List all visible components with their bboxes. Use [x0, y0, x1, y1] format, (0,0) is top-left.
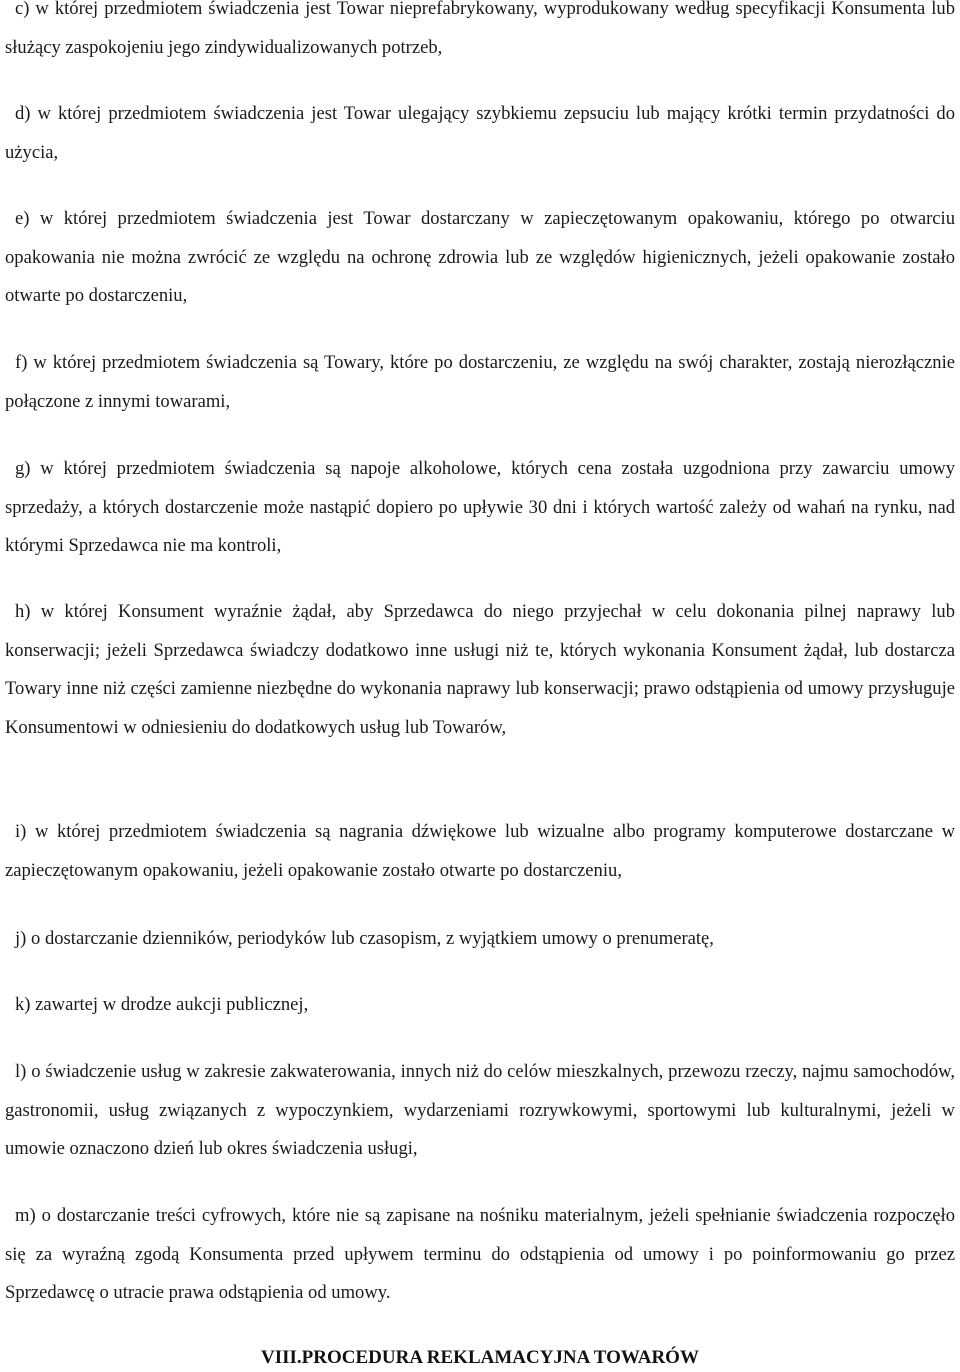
list-item-c [5, 0, 955, 67]
list-item-e [5, 200, 955, 316]
list-item-text: m) o dostarczanie treści cyfrowych, które nie są zapisane na nośniku materialnym, jeżeli spełnianie świadczenia rozpoczęło się za wyraźną zgodą Konsumenta przed upływem terminu do odstąpienia od umowy i po poinformowaniu go przez Sprzedawcę o utracie prawa odstąpienia od umowy. [5, 1205, 955, 1303]
list-item-h [5, 593, 955, 747]
list-item-text: l) o świadczenie usług w zakresie zakwaterowania, innych niż do celów mieszkalnych, przewozu rzeczy, najmu samochodów, gastronomii, usług związanych z wypoczynkiem, wydarzeniami rozrywkowymi, sportowymi lub kulturalnymi, jeżeli w umowie oznaczono dzień lub okres świadczenia usługi, [5, 1061, 955, 1159]
list-item-m [5, 1197, 955, 1313]
list-item-text: c) w której przedmiotem świadczenia jest Towar nieprefabrykowany, wyprodukowany według specyfikacji Konsumenta lub służący zaspokojeniu jego zindywidualizowanych potrzeb, [5, 0, 955, 58]
list-item-f [5, 344, 955, 421]
list-item-k [5, 986, 955, 1025]
list-item-j [5, 920, 955, 959]
list-item-d [5, 95, 955, 172]
list-item-g [5, 450, 955, 566]
list-item-text: k) zawartej w drodze aukcji publicznej, [15, 994, 309, 1015]
list-item-text: d) w której przedmiotem świadczenia jest Towar ulegający szybkiemu zepsuciu lub mający krótki termin przydatności do użycia, [5, 103, 955, 163]
list-item-l [5, 1053, 955, 1169]
list-item-text: j) o dostarczanie dzienników, periodyków lub czasopism, z wyjątkiem umowy o prenumeratę, [15, 928, 714, 949]
list-item-text: h) w której Konsument wyraźnie żądał, aby Sprzedawca do niego przyjechał w celu dokonania pilnej naprawy lub konserwacji; jeżeli Sprzedawca świadczy dodatkowo inne usługi niż te, których wykonania Konsument żądał, lub dostarcza Towary inne niż części zamienne niezbędne do wykonania naprawy lub konserwacji; prawo odstąpienia od umowy przysługuje Konsumentowi w odniesieniu do dodatkowych usług lub Towarów, [5, 601, 955, 738]
list-item-text: g) w której przedmiotem świadczenia są napoje alkoholowe, których cena została uzgodniona przy zawarciu umowy sprzedaży, a których dostarczenie może nastąpić dopiero po upływie 30 dni i których wartość zależy od wahań na rynku, nad którymi Sprzedawca nie ma kontroli, [5, 458, 955, 556]
list-item-text: i) w której przedmiotem świadczenia są nagrania dźwiękowe lub wizualne albo programy komputerowe dostarczane w zapieczętowanym opakowaniu, jeżeli opakowanie zostało otwarte po dostarczeniu, [5, 821, 955, 881]
list-item-text: e) w której przedmiotem świadczenia jest Towar dostarczany w zapieczętowanym opakowaniu, którego po otwarciu opakowania nie można zwrócić ze względu na ochronę zdrowia lub ze względów higienicznych, jeżeli opakowanie zostało otwarte po dostarczeniu, [5, 208, 955, 306]
section-heading: VIII.PROCEDURA REKLAMACYJNA TOWARÓW [261, 1347, 699, 1368]
list-item-text: f) w której przedmiotem świadczenia są Towary, które po dostarczeniu, ze względu na swój charakter, zostają nierozłącznie połączone z innymi towarami, [5, 352, 955, 412]
list-item-i [5, 813, 955, 890]
